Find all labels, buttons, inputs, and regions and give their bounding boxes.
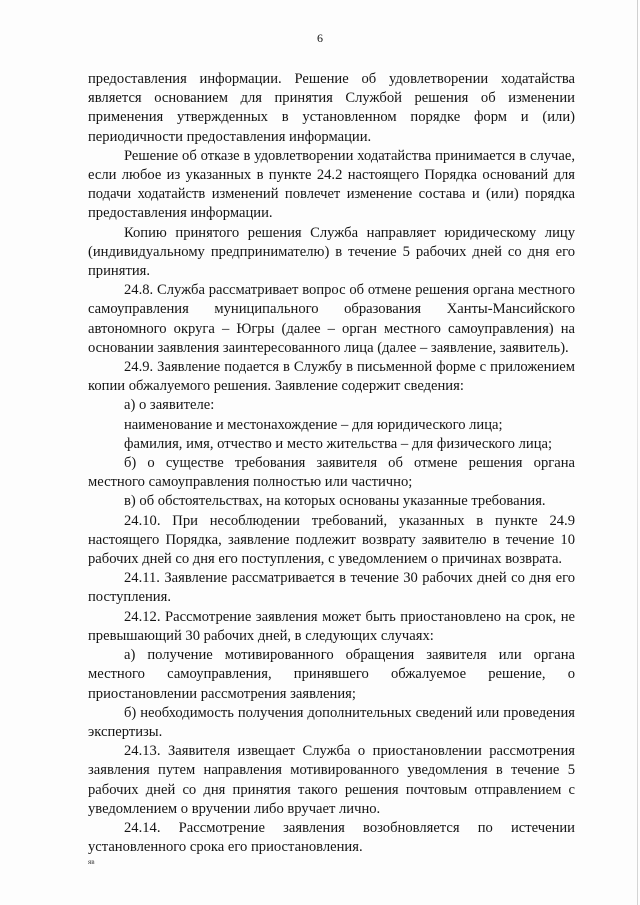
paragraph: фамилия, имя, отчество и место жительства – для физического лица;: [124, 435, 553, 452]
paragraph: 24.11. Заявление рассматривается в течение 30 рабочих дней со дня его поступления.: [88, 570, 575, 606]
paragraph: а) о заявителе:: [124, 397, 215, 414]
paragraph: Копию принятого решения Служба направляет юридическому лицу (индивидуальному предпринимателю) в течение 5 рабочих дней со дня его принятия.: [88, 224, 575, 280]
paragraph: Решение об отказе в удовлетворении ходатайства принимается в случае, если любое из указанных в пункте 24.2 настоящего Порядка оснований для подачи ходатайств изменений повлечет изменение состава и (или) порядка предоставления информации.: [88, 147, 575, 222]
paragraph: б) необходимость получения дополнительных сведений или проведения экспертизы.: [88, 704, 575, 740]
document-body: [88, 70, 575, 857]
footer-mark: яв: [88, 858, 95, 866]
paragraph: в) об обстоятельствах, на которых основаны указанные требования.: [124, 493, 546, 510]
paragraph: наименование и местонахождение – для юридического лица;: [124, 416, 503, 433]
page-number: 6: [317, 31, 323, 45]
paragraph: 24.9. Заявление подается в Службу в письменной форме с приложением копии обжалуемого решения. Заявление содержит сведения:: [88, 359, 575, 395]
paragraph: б) о существе требования заявителя об отмене решения органа местного самоуправления полностью или частично;: [88, 455, 575, 491]
paragraph: 24.13. Заявителя извещает Служба о приостановлении рассмотрения заявления путем направления мотивированного уведомления в течение 5 рабочих дней со дня принятия такого решения почтовым отправлением с уведомлением о вручении либо вручает лично.: [88, 743, 575, 817]
paragraph: а) получение мотивированного обращения заявителя или органа местного самоуправления, принявшего обжалуемое решение, о приостановлении рассмотрения заявления;: [88, 647, 575, 702]
paragraph: 24.12. Рассмотрение заявления может быть приостановлено на срок, не превышающий 30 рабочих дней, в следующих случаях:: [88, 608, 575, 644]
paragraph: предоставления информации. Решение об удовлетворении ходатайства является основанием для принятия Службой решения об изменении применения утвержденных в установленном порядке форм и (или) периодичности предоставления информации.: [88, 71, 575, 145]
paragraph: 24.14. Рассмотрение заявления возобновляется по истечении установленного срока его приостановления.: [88, 819, 575, 856]
paragraph: 24.8. Служба рассматривает вопрос об отмене решения органа местного самоуправления муниципального образования Ханты-Мансийского автономного округа – Югры (далее – орган местного самоуправления) на основании заявления заинтересованного лица (далее – заявление, заявитель).: [88, 282, 575, 356]
paragraph: 24.10. При несоблюдении требований, указанных в пункте 24.9 настоящего Порядка, заявление подлежит возврату заявителю в течение 10 рабочих дней со дня его поступления, с уведомлением о причинах возврата.: [88, 512, 575, 568]
scan-edge: [637, 0, 638, 905]
